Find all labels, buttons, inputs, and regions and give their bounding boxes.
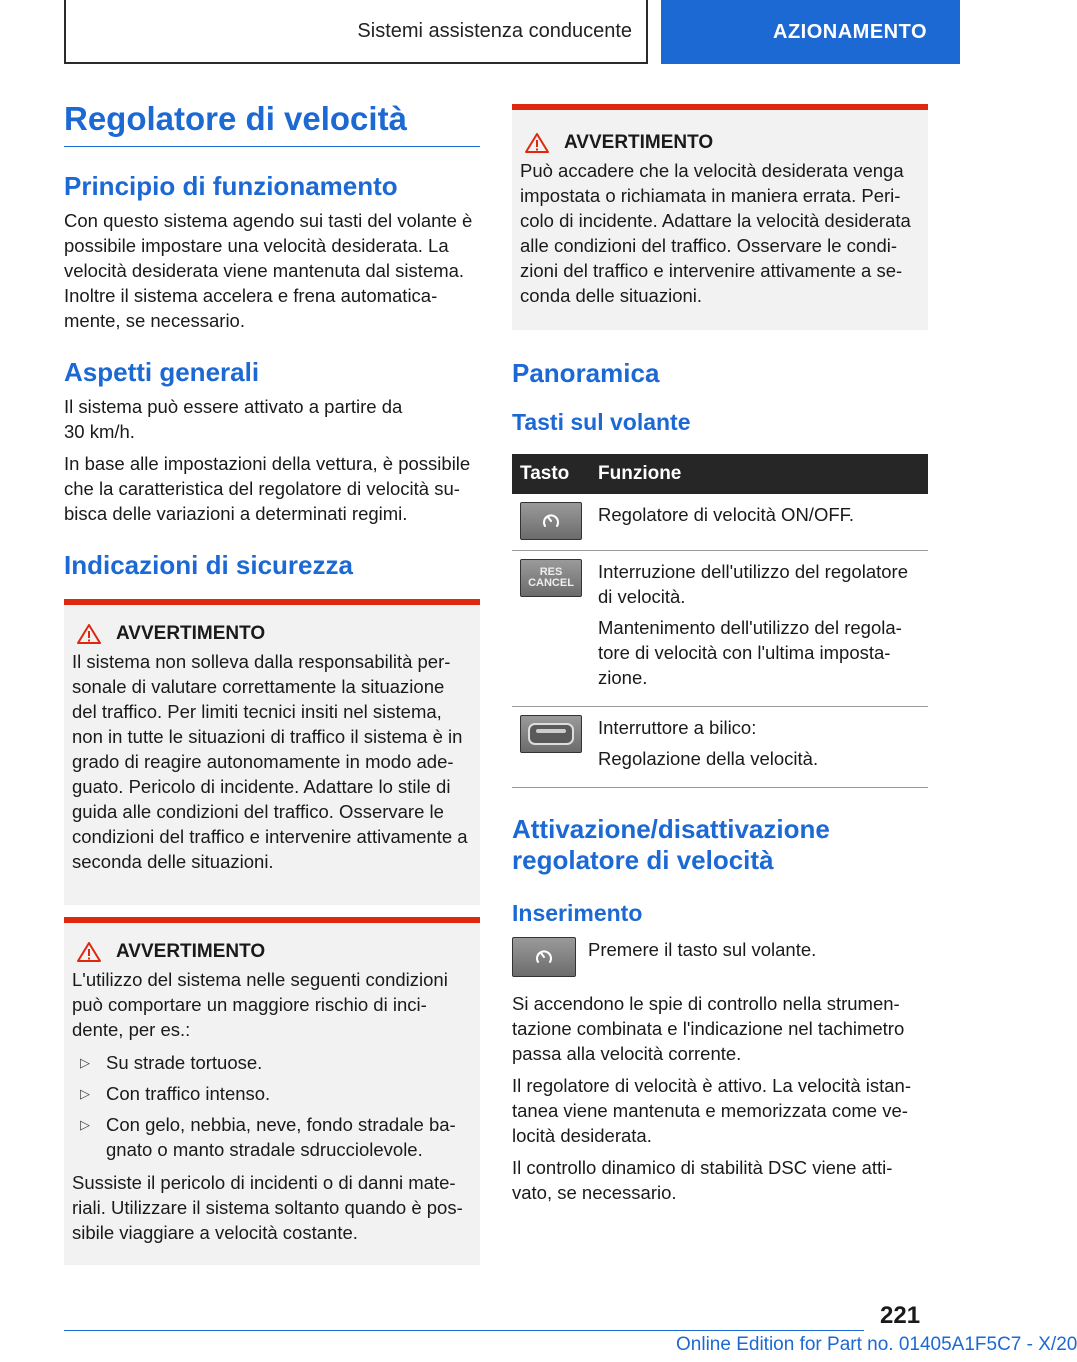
table-header-key: Tasto — [512, 454, 590, 494]
principle-text: Con questo sistema agendo sui tasti del volante è possibile impostare una velocità desiderata. La velocità desiderata viene mantenuta dal sistema. Inoltre il sistema accelera e frena automatica-mente, se necessario. — [64, 210, 473, 331]
warning-box-2 — [64, 917, 480, 1265]
activation-subheading: Inserimento — [512, 900, 643, 926]
table-row-3-text-2: Regolazione della velocità. — [598, 748, 819, 769]
speedometer-icon — [533, 946, 555, 968]
table-row-1-text: Regolatore di velocità ON/OFF. — [598, 504, 855, 525]
warning-2-list — [72, 1050, 472, 1162]
principle-heading: Principio di funzionamento — [64, 171, 398, 201]
warning-box-1 — [64, 599, 480, 905]
cruise-control-key — [512, 937, 576, 977]
table-row-2-text-1: Interruzione dell'utilizzo del regolatore di velocità. — [598, 561, 908, 607]
table-row — [512, 707, 928, 788]
warning-text-1: Il sistema non solleva dalla responsabilità per-sonale di valutare correttamente la situazione del traffico. Per limiti tecnici insiti nel sistema, non in tutte le situazioni di traffico il sistema è in grado di reagire autonomamente in modo ade-guato. Pericolo di incidente. Adattare lo stile di guida alle condizioni del traffico. Osservare le condizioni del traffico e intervenire attivamente a seconda delle situazioni. — [72, 651, 468, 872]
page-number: 221 — [880, 1302, 921, 1329]
speedometer-icon — [540, 510, 562, 532]
warning-title-2-text: AVVERTIMENTO — [116, 941, 266, 962]
activation-text-3: Il controllo dinamico di stabilità DSC viene atti-vato, se necessario. — [512, 1157, 893, 1203]
table-row-2-text-2: Mantenimento dell'utilizzo del regola-tore di velocità con l'ultima imposta-zione. — [598, 617, 902, 688]
safety-heading: Indicazioni di sicurezza — [64, 550, 353, 580]
activation-text-2: Il regolatore di velocità è attivo. La velocità istan-tanea viene mantenuta e memorizzata come ve-locità desiderata. — [512, 1075, 911, 1146]
general-text-2: In base alle impostazioni della vettura, è possibile che la caratteristica del regolatore di velocità su-bisca delle variazioni a determinati regimi. — [64, 453, 471, 524]
list-item: ▷ Con gelo, nebbia, neve, fondo stradale ba-gnato o manto stradale sdrucciolevole. — [80, 1114, 456, 1160]
activation-text-1: Si accendono le spie di controllo nella strumen-tazione combinata e l'indicazione nel tachimetro passa alla velocità corrente. — [512, 993, 905, 1064]
table-header-row — [512, 454, 928, 494]
triangle-bullet-icon: ▷ — [80, 1117, 90, 1132]
header-section — [64, 0, 648, 64]
warning-title-1-text: AVVERTIMENTO — [116, 623, 266, 644]
warning-2-outro: Sussiste il pericolo di incidenti o di danni mate-riali. Utilizzare il sistema soltanto quando è pos-sibile viaggiare a velocità costante. — [72, 1172, 463, 1243]
warning-title-2 — [72, 941, 472, 963]
general-text-1: Il sistema può essere attivato a partire da 30 km/h. — [64, 396, 403, 442]
table-row — [512, 551, 928, 707]
list-item: ▷ Su strade tortuose. — [80, 1052, 263, 1073]
overview-heading: Panoramica — [512, 358, 660, 388]
warning-triangle-icon — [76, 941, 102, 963]
left-column — [64, 100, 480, 1265]
triangle-bullet-icon: ▷ — [80, 1086, 90, 1101]
warning-triangle-icon — [524, 132, 550, 154]
triangle-bullet-icon: ▷ — [80, 1055, 90, 1070]
res-cancel-key-label: RES CANCEL — [528, 566, 574, 589]
warning-box-3 — [512, 104, 928, 330]
right-column — [512, 104, 928, 1205]
res-cancel-key — [520, 559, 582, 597]
warning-2-intro: L'utilizzo del sistema nelle seguenti condizioni può comportare un maggiore rischio di inci-dente, per es.: — [72, 969, 448, 1040]
table-row-3-text-1: Interruttore a bilico: — [598, 717, 757, 738]
warning-text-3: Può accadere che la velocità desiderata venga impostata o richiamata in maniera errata. Peri-colo di incidente. Adattare la velocità desiderata alle condizioni del traffico. Osservare le condi-zioni del traffico e intervenire attivamente a se-conda delle situazioni. — [520, 160, 911, 306]
activation-heading: Attivazione/disattivazione regolatore di velocità — [512, 814, 830, 875]
cruise-control-key — [520, 502, 582, 540]
overview-subheading: Tasti sul volante — [512, 409, 691, 435]
keys-table — [512, 454, 928, 788]
activation-step — [512, 937, 928, 977]
page-title: Regolatore di velocità — [64, 100, 480, 147]
warning-title-3 — [520, 132, 920, 154]
footer-edition: Online Edition for Part no. 01405A1F5C7 - X/20 — [676, 1334, 1077, 1355]
warning-title-3-text: AVVERTIMENTO — [564, 132, 714, 153]
table-header-function: Funzione — [590, 454, 928, 494]
warning-triangle-icon — [76, 623, 102, 645]
table-row — [512, 494, 928, 551]
activation-step-text: Premere il tasto sul volante. — [588, 939, 817, 960]
rocker-switch-key — [520, 715, 582, 753]
general-heading: Aspetti generali — [64, 357, 260, 387]
header-section-label: Sistemi assistenza conducente — [357, 19, 632, 42]
header-chapter-label: AZIONAMENTO — [773, 20, 928, 43]
header-chapter-tab[interactable] — [661, 0, 960, 64]
footer-divider — [64, 1330, 864, 1331]
rocker-switch-icon — [526, 721, 576, 747]
list-item: ▷ Con traffico intenso. — [80, 1083, 271, 1104]
warning-title-1 — [72, 623, 472, 645]
